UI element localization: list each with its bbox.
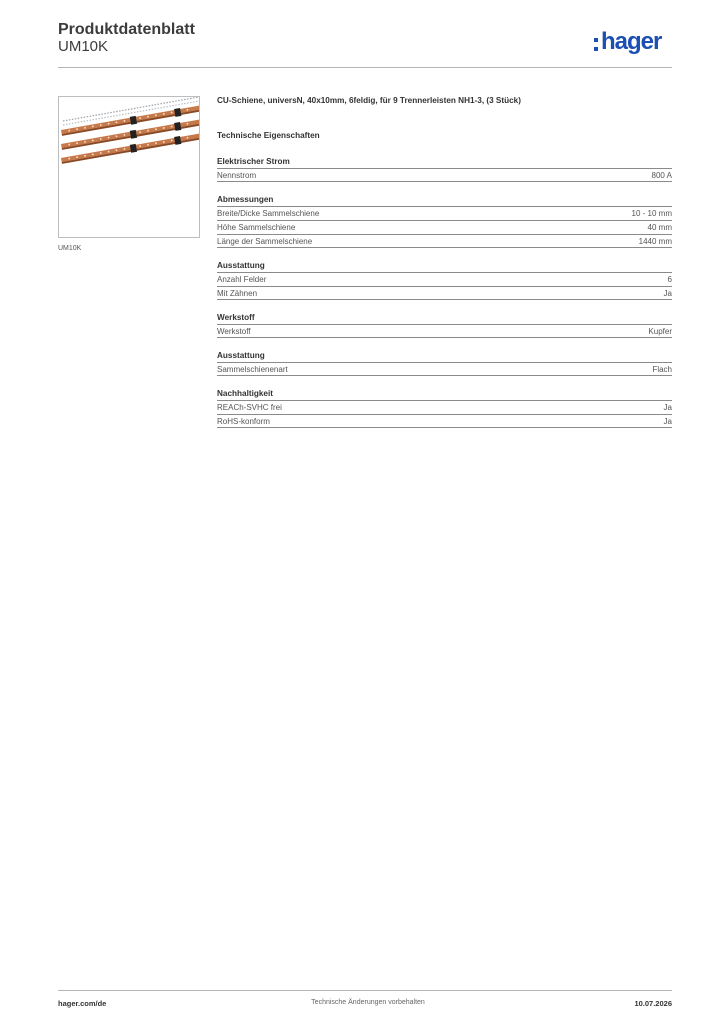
spec-row (217, 362, 672, 376)
spec-row (217, 414, 672, 428)
spec-value: 6 (667, 275, 672, 284)
spec-row (217, 400, 672, 414)
document-title: Produktdatenblatt (58, 21, 195, 38)
spec-group-elektrischer-strom (217, 157, 672, 182)
group-title: Werkstoff (217, 313, 255, 322)
logo-text: hager (601, 28, 662, 55)
spec-label: RoHS-konform (217, 417, 270, 426)
spec-row (217, 168, 672, 182)
spec-group-nachhaltigkeit (217, 389, 672, 428)
spec-label: REACh-SVHC frei (217, 403, 282, 412)
product-image (58, 96, 200, 238)
spec-value: 1440 mm (638, 237, 672, 246)
spec-value: 10 - 10 mm (631, 209, 672, 218)
spec-label: Nennstrom (217, 171, 257, 180)
product-description: CU-Schiene, universN, 40x10mm, 6feldig, für 9 Trennerleisten NH1-3, (3 Stück) (217, 96, 521, 105)
spec-value: Ja (663, 403, 672, 412)
spec-label: Werkstoff (217, 327, 251, 336)
spec-value: 40 mm (647, 223, 672, 232)
group-title: Abmessungen (217, 195, 274, 204)
spec-row (217, 220, 672, 234)
busbar-illustration (59, 97, 199, 237)
hager-logo (594, 28, 661, 56)
spec-value: Flach (652, 365, 672, 374)
footer-divider (58, 990, 672, 991)
product-code: UM10K (58, 38, 109, 55)
spec-row (217, 272, 672, 286)
spec-group-ausstattung (217, 261, 672, 300)
spec-label: Anzahl Felder (217, 275, 267, 284)
spec-group-werkstoff (217, 313, 672, 338)
section-title: Technische Eigenschaften (217, 131, 320, 140)
spec-row (217, 234, 672, 248)
spec-label: Mit Zähnen (217, 289, 258, 298)
spec-label: Länge der Sammelschiene (217, 237, 313, 246)
group-title: Nachhaltigkeit (217, 389, 273, 398)
footer-website-link[interactable]: hager.com/de (58, 999, 107, 1008)
spec-row (217, 286, 672, 300)
spec-value: Kupfer (648, 327, 672, 336)
spec-value: Ja (663, 417, 672, 426)
spec-row (217, 206, 672, 220)
image-caption: UM10K (58, 245, 82, 252)
spec-value: Ja (663, 289, 672, 298)
footer-date: 10.07.2026 (634, 999, 672, 1008)
group-title: Elektrischer Strom (217, 157, 290, 166)
spec-label: Sammelschienenart (217, 365, 288, 374)
header-divider (58, 67, 672, 68)
footer-disclaimer: Technische Änderungen vorbehalten (311, 999, 425, 1006)
spec-content (217, 96, 672, 428)
spec-label: Breite/Dicke Sammelschiene (217, 209, 320, 218)
spec-label: Höhe Sammelschiene (217, 223, 296, 232)
group-title: Ausstattung (217, 351, 265, 360)
spec-group-ausstattung-2 (217, 351, 672, 376)
group-title: Ausstattung (217, 261, 265, 270)
spec-row (217, 324, 672, 338)
logo-colon-mark (594, 38, 598, 51)
spec-group-abmessungen (217, 195, 672, 248)
spec-value: 800 A (651, 171, 672, 180)
